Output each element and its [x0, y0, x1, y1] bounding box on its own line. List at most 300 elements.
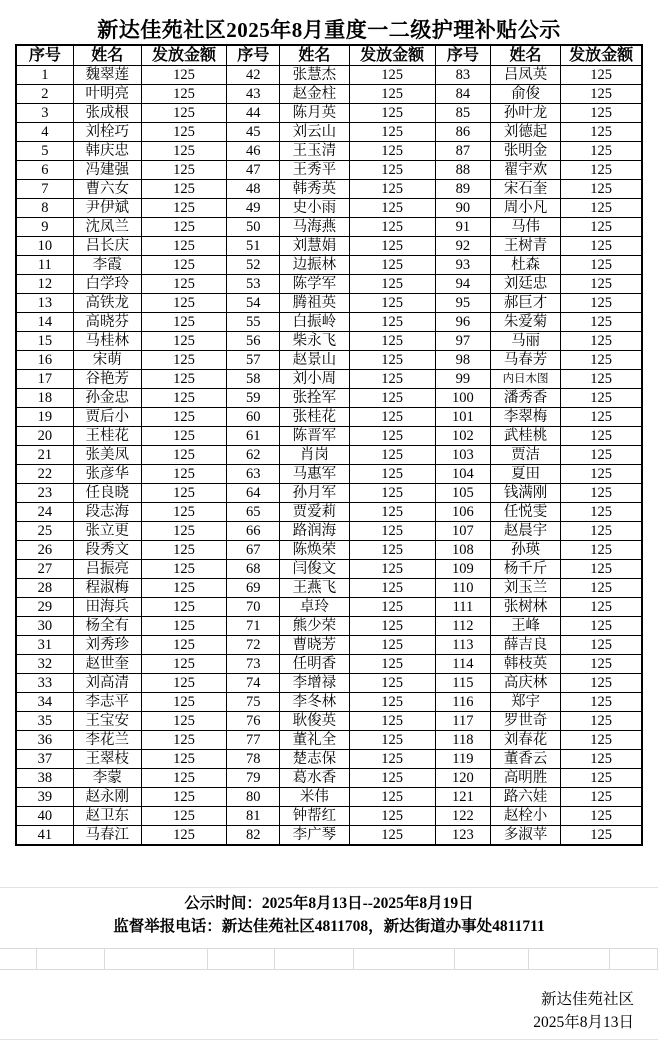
name-cell: 钟帮红	[280, 807, 349, 826]
name-cell: 段秀文	[73, 541, 141, 560]
serial-cell: 40	[16, 807, 73, 826]
serial-cell: 86	[435, 123, 490, 142]
serial-cell: 110	[435, 579, 490, 598]
serial-cell: 123	[435, 826, 490, 846]
amount-cell: 125	[561, 294, 642, 313]
serial-cell: 57	[227, 351, 280, 370]
amount-cell: 125	[561, 275, 642, 294]
amount-cell: 125	[141, 465, 226, 484]
serial-cell: 70	[227, 598, 280, 617]
amount-cell: 125	[141, 294, 226, 313]
serial-cell: 18	[16, 389, 73, 408]
subsidy-table	[15, 44, 643, 846]
serial-cell: 48	[227, 180, 280, 199]
amount-cell: 125	[561, 66, 642, 85]
name-cell: 多淑苹	[490, 826, 560, 846]
table-row	[16, 256, 642, 275]
name-cell: 马伟	[490, 218, 560, 237]
amount-cell: 125	[141, 807, 226, 826]
amount-cell: 125	[561, 389, 642, 408]
table-row	[16, 503, 642, 522]
serial-cell: 47	[227, 161, 280, 180]
column-header: 发放金额	[141, 45, 226, 66]
table-row	[16, 522, 642, 541]
notice-section	[0, 887, 658, 938]
amount-cell: 125	[349, 446, 435, 465]
name-cell: 张慧杰	[280, 66, 349, 85]
amount-cell: 125	[141, 598, 226, 617]
serial-cell: 77	[227, 731, 280, 750]
amount-cell: 125	[349, 104, 435, 123]
empty-cell	[0, 949, 37, 969]
amount-cell: 125	[561, 123, 642, 142]
amount-cell: 125	[141, 408, 226, 427]
column-header: 序号	[435, 45, 490, 66]
serial-cell: 105	[435, 484, 490, 503]
name-cell: 刘高清	[73, 674, 141, 693]
amount-cell: 125	[349, 275, 435, 294]
name-cell: 张桂花	[280, 408, 349, 427]
name-cell: 马桂林	[73, 332, 141, 351]
serial-cell: 118	[435, 731, 490, 750]
signature-org: 新达佳苑社区	[540, 991, 634, 1008]
serial-cell: 122	[435, 807, 490, 826]
serial-cell: 28	[16, 579, 73, 598]
serial-cell: 22	[16, 465, 73, 484]
serial-cell: 36	[16, 731, 73, 750]
table-row	[16, 446, 642, 465]
name-cell: 马丽	[490, 332, 560, 351]
name-cell: 韩秀英	[280, 180, 349, 199]
table-row	[16, 465, 642, 484]
name-cell: 贾爱莉	[280, 503, 349, 522]
serial-cell: 102	[435, 427, 490, 446]
serial-cell: 32	[16, 655, 73, 674]
amount-cell: 125	[141, 826, 226, 846]
amount-cell: 125	[349, 826, 435, 846]
amount-cell: 125	[561, 237, 642, 256]
amount-cell: 125	[561, 199, 642, 218]
name-cell: 谷艳芳	[73, 370, 141, 389]
name-cell: 刘春花	[490, 731, 560, 750]
amount-cell: 125	[349, 199, 435, 218]
name-cell: 段志海	[73, 503, 141, 522]
serial-cell: 73	[227, 655, 280, 674]
amount-cell: 125	[349, 750, 435, 769]
amount-cell: 125	[141, 142, 226, 161]
empty-cell	[610, 949, 658, 969]
serial-cell: 61	[227, 427, 280, 446]
table-row	[16, 484, 642, 503]
serial-cell: 82	[227, 826, 280, 846]
amount-cell: 125	[349, 351, 435, 370]
table-row	[16, 674, 642, 693]
amount-cell: 125	[561, 598, 642, 617]
name-cell: 李翠梅	[490, 408, 560, 427]
empty-grid-row	[0, 948, 658, 970]
amount-cell: 125	[141, 712, 226, 731]
column-header: 发放金额	[349, 45, 435, 66]
table-row	[16, 769, 642, 788]
serial-cell: 117	[435, 712, 490, 731]
amount-cell: 125	[561, 655, 642, 674]
table-row	[16, 579, 642, 598]
amount-cell: 125	[349, 484, 435, 503]
serial-cell: 15	[16, 332, 73, 351]
table-row	[16, 655, 642, 674]
serial-cell: 68	[227, 560, 280, 579]
amount-cell: 125	[349, 85, 435, 104]
name-cell: 高明胜	[490, 769, 560, 788]
table-row	[16, 826, 642, 846]
name-cell: 贾后小	[73, 408, 141, 427]
table-row	[16, 712, 642, 731]
table-row	[16, 313, 642, 332]
name-cell: 任良晓	[73, 484, 141, 503]
name-cell: 白学玲	[73, 275, 141, 294]
amount-cell: 125	[141, 66, 226, 85]
amount-cell: 125	[349, 180, 435, 199]
amount-cell: 125	[349, 712, 435, 731]
serial-cell: 83	[435, 66, 490, 85]
column-header: 序号	[16, 45, 73, 66]
empty-cell	[37, 949, 105, 969]
table-row	[16, 693, 642, 712]
amount-cell: 125	[141, 180, 226, 199]
table-row	[16, 294, 642, 313]
table-row	[16, 408, 642, 427]
supervision-phone-text: 监督举报电话：新达佳苑社区4811708，新达街道办事处4811711	[113, 918, 545, 935]
serial-cell: 35	[16, 712, 73, 731]
signature-date: 2025年8月13日	[533, 1014, 634, 1031]
serial-cell: 33	[16, 674, 73, 693]
serial-cell: 39	[16, 788, 73, 807]
name-cell: 刘德起	[490, 123, 560, 142]
amount-cell: 125	[349, 237, 435, 256]
table-row	[16, 560, 642, 579]
amount-cell: 125	[141, 370, 226, 389]
serial-cell: 84	[435, 85, 490, 104]
name-cell: 楚志保	[280, 750, 349, 769]
name-cell: 董礼全	[280, 731, 349, 750]
name-cell: 杨千斤	[490, 560, 560, 579]
serial-cell: 87	[435, 142, 490, 161]
amount-cell: 125	[141, 636, 226, 655]
name-cell: 曹晓芳	[280, 636, 349, 655]
name-cell: 孙月军	[280, 484, 349, 503]
amount-cell: 125	[141, 541, 226, 560]
name-cell: 刘慧娟	[280, 237, 349, 256]
name-cell: 董香云	[490, 750, 560, 769]
name-cell: 陈晋军	[280, 427, 349, 446]
amount-cell: 125	[349, 598, 435, 617]
amount-cell: 125	[561, 750, 642, 769]
serial-cell: 100	[435, 389, 490, 408]
amount-cell: 125	[349, 693, 435, 712]
serial-cell: 101	[435, 408, 490, 427]
table-row	[16, 617, 642, 636]
empty-cell	[275, 949, 354, 969]
amount-cell: 125	[141, 750, 226, 769]
serial-cell: 14	[16, 313, 73, 332]
serial-cell: 92	[435, 237, 490, 256]
empty-cell	[529, 949, 610, 969]
serial-cell: 89	[435, 180, 490, 199]
amount-cell: 125	[561, 313, 642, 332]
serial-cell: 26	[16, 541, 73, 560]
name-cell: 刘秀珍	[73, 636, 141, 655]
name-cell: 李冬林	[280, 693, 349, 712]
amount-cell: 125	[141, 275, 226, 294]
amount-cell: 125	[561, 332, 642, 351]
serial-cell: 79	[227, 769, 280, 788]
table-row	[16, 598, 642, 617]
name-cell: 张成根	[73, 104, 141, 123]
serial-cell: 51	[227, 237, 280, 256]
name-cell: 王树青	[490, 237, 560, 256]
amount-cell: 125	[561, 693, 642, 712]
table-body	[16, 66, 642, 846]
amount-cell: 125	[349, 579, 435, 598]
serial-cell: 91	[435, 218, 490, 237]
name-cell: 马春芳	[490, 351, 560, 370]
serial-cell: 46	[227, 142, 280, 161]
table-row	[16, 218, 642, 237]
column-header: 序号	[227, 45, 280, 66]
serial-cell: 56	[227, 332, 280, 351]
serial-cell: 50	[227, 218, 280, 237]
amount-cell: 125	[141, 617, 226, 636]
name-cell: 赵栓小	[490, 807, 560, 826]
name-cell: 宋萌	[73, 351, 141, 370]
serial-cell: 13	[16, 294, 73, 313]
amount-cell: 125	[349, 427, 435, 446]
table-row	[16, 370, 642, 389]
name-cell: 薛吉良	[490, 636, 560, 655]
serial-cell: 76	[227, 712, 280, 731]
serial-cell: 94	[435, 275, 490, 294]
serial-cell: 49	[227, 199, 280, 218]
amount-cell: 125	[349, 807, 435, 826]
name-cell: 沈凤兰	[73, 218, 141, 237]
name-cell: 刘栓巧	[73, 123, 141, 142]
serial-cell: 98	[435, 351, 490, 370]
serial-cell: 65	[227, 503, 280, 522]
serial-cell: 93	[435, 256, 490, 275]
serial-cell: 41	[16, 826, 73, 846]
table-row	[16, 237, 642, 256]
name-cell: 腾祖英	[280, 294, 349, 313]
table-row	[16, 427, 642, 446]
serial-cell: 1	[16, 66, 73, 85]
name-cell: 赵世奎	[73, 655, 141, 674]
serial-cell: 38	[16, 769, 73, 788]
table-row	[16, 199, 642, 218]
amount-cell: 125	[349, 123, 435, 142]
serial-cell: 71	[227, 617, 280, 636]
name-cell: 肖岗	[280, 446, 349, 465]
name-cell: 李霞	[73, 256, 141, 275]
serial-cell: 108	[435, 541, 490, 560]
name-cell: 王翠枝	[73, 750, 141, 769]
name-cell: 刘小周	[280, 370, 349, 389]
amount-cell: 125	[561, 617, 642, 636]
name-cell: 刘云山	[280, 123, 349, 142]
serial-cell: 6	[16, 161, 73, 180]
name-cell: 赵永刚	[73, 788, 141, 807]
name-cell: 韩庆忠	[73, 142, 141, 161]
serial-cell: 21	[16, 446, 73, 465]
name-cell: 边振林	[280, 256, 349, 275]
name-cell: 李蒙	[73, 769, 141, 788]
name-cell: 葛水香	[280, 769, 349, 788]
serial-cell: 7	[16, 180, 73, 199]
empty-cell	[455, 949, 529, 969]
name-cell: 王燕飞	[280, 579, 349, 598]
amount-cell: 125	[141, 693, 226, 712]
serial-cell: 24	[16, 503, 73, 522]
table-row	[16, 636, 642, 655]
serial-cell: 106	[435, 503, 490, 522]
amount-cell: 125	[141, 85, 226, 104]
amount-cell: 125	[561, 522, 642, 541]
name-cell: 冯建强	[73, 161, 141, 180]
amount-cell: 125	[349, 66, 435, 85]
amount-cell: 125	[561, 788, 642, 807]
name-cell: 潘秀香	[490, 389, 560, 408]
amount-cell: 125	[141, 655, 226, 674]
name-cell: 马惠军	[280, 465, 349, 484]
serial-cell: 63	[227, 465, 280, 484]
header-row	[16, 45, 642, 66]
amount-cell: 125	[141, 199, 226, 218]
amount-cell: 125	[141, 769, 226, 788]
amount-cell: 125	[141, 389, 226, 408]
amount-cell: 125	[561, 731, 642, 750]
amount-cell: 125	[141, 218, 226, 237]
serial-cell: 112	[435, 617, 490, 636]
name-cell: 尹伊斌	[73, 199, 141, 218]
serial-cell: 52	[227, 256, 280, 275]
serial-cell: 121	[435, 788, 490, 807]
serial-cell: 29	[16, 598, 73, 617]
amount-cell: 125	[349, 408, 435, 427]
serial-cell: 111	[435, 598, 490, 617]
amount-cell: 125	[349, 503, 435, 522]
table-row	[16, 750, 642, 769]
name-cell: 韩枝英	[490, 655, 560, 674]
serial-cell: 17	[16, 370, 73, 389]
serial-cell: 66	[227, 522, 280, 541]
name-cell: 宋石奎	[490, 180, 560, 199]
name-cell: 张树林	[490, 598, 560, 617]
name-cell: 魏翠莲	[73, 66, 141, 85]
serial-cell: 64	[227, 484, 280, 503]
serial-cell: 10	[16, 237, 73, 256]
amount-cell: 125	[561, 161, 642, 180]
table-row	[16, 389, 642, 408]
serial-cell: 120	[435, 769, 490, 788]
table-row	[16, 541, 642, 560]
name-cell: 赵金柱	[280, 85, 349, 104]
name-cell: 夏田	[490, 465, 560, 484]
serial-cell: 103	[435, 446, 490, 465]
name-cell: 张彦华	[73, 465, 141, 484]
amount-cell: 125	[349, 541, 435, 560]
amount-cell: 125	[141, 237, 226, 256]
amount-cell: 125	[561, 408, 642, 427]
amount-cell: 125	[561, 351, 642, 370]
amount-cell: 125	[561, 104, 642, 123]
name-cell: 高晓芬	[73, 313, 141, 332]
serial-cell: 95	[435, 294, 490, 313]
name-cell: 翟宇欢	[490, 161, 560, 180]
serial-cell: 8	[16, 199, 73, 218]
name-cell: 周小凡	[490, 199, 560, 218]
name-cell: 王宝安	[73, 712, 141, 731]
name-cell: 田海兵	[73, 598, 141, 617]
amount-cell: 125	[561, 446, 642, 465]
table-row	[16, 161, 642, 180]
serial-cell: 116	[435, 693, 490, 712]
name-cell: 李志平	[73, 693, 141, 712]
serial-cell: 42	[227, 66, 280, 85]
amount-cell: 125	[561, 484, 642, 503]
name-cell: 杜森	[490, 256, 560, 275]
name-cell: 陈月英	[280, 104, 349, 123]
amount-cell: 125	[141, 161, 226, 180]
amount-cell: 125	[561, 256, 642, 275]
serial-cell: 99	[435, 370, 490, 389]
serial-cell: 85	[435, 104, 490, 123]
amount-cell: 125	[349, 560, 435, 579]
amount-cell: 125	[141, 427, 226, 446]
name-cell: 王桂花	[73, 427, 141, 446]
amount-cell: 125	[561, 674, 642, 693]
serial-cell: 30	[16, 617, 73, 636]
serial-cell: 78	[227, 750, 280, 769]
name-cell: 马春江	[73, 826, 141, 846]
name-cell: 孙叶龙	[490, 104, 560, 123]
serial-cell: 80	[227, 788, 280, 807]
table-row	[16, 275, 642, 294]
serial-cell: 90	[435, 199, 490, 218]
name-cell: 熊少荣	[280, 617, 349, 636]
table-row	[16, 731, 642, 750]
name-cell: 任明香	[280, 655, 349, 674]
serial-cell: 2	[16, 85, 73, 104]
amount-cell: 125	[141, 522, 226, 541]
serial-cell: 45	[227, 123, 280, 142]
serial-cell: 25	[16, 522, 73, 541]
serial-cell: 16	[16, 351, 73, 370]
amount-cell: 125	[349, 674, 435, 693]
serial-cell: 97	[435, 332, 490, 351]
serial-cell: 81	[227, 807, 280, 826]
name-cell: 米伟	[280, 788, 349, 807]
table-row	[16, 123, 642, 142]
serial-cell: 4	[16, 123, 73, 142]
column-header: 姓名	[280, 45, 349, 66]
amount-cell: 125	[141, 256, 226, 275]
table-row	[16, 104, 642, 123]
name-cell: 卓玲	[280, 598, 349, 617]
name-cell: 李增禄	[280, 674, 349, 693]
amount-cell: 125	[349, 769, 435, 788]
name-cell: 俞俊	[490, 85, 560, 104]
amount-cell: 125	[561, 503, 642, 522]
name-cell: 耿俊英	[280, 712, 349, 731]
